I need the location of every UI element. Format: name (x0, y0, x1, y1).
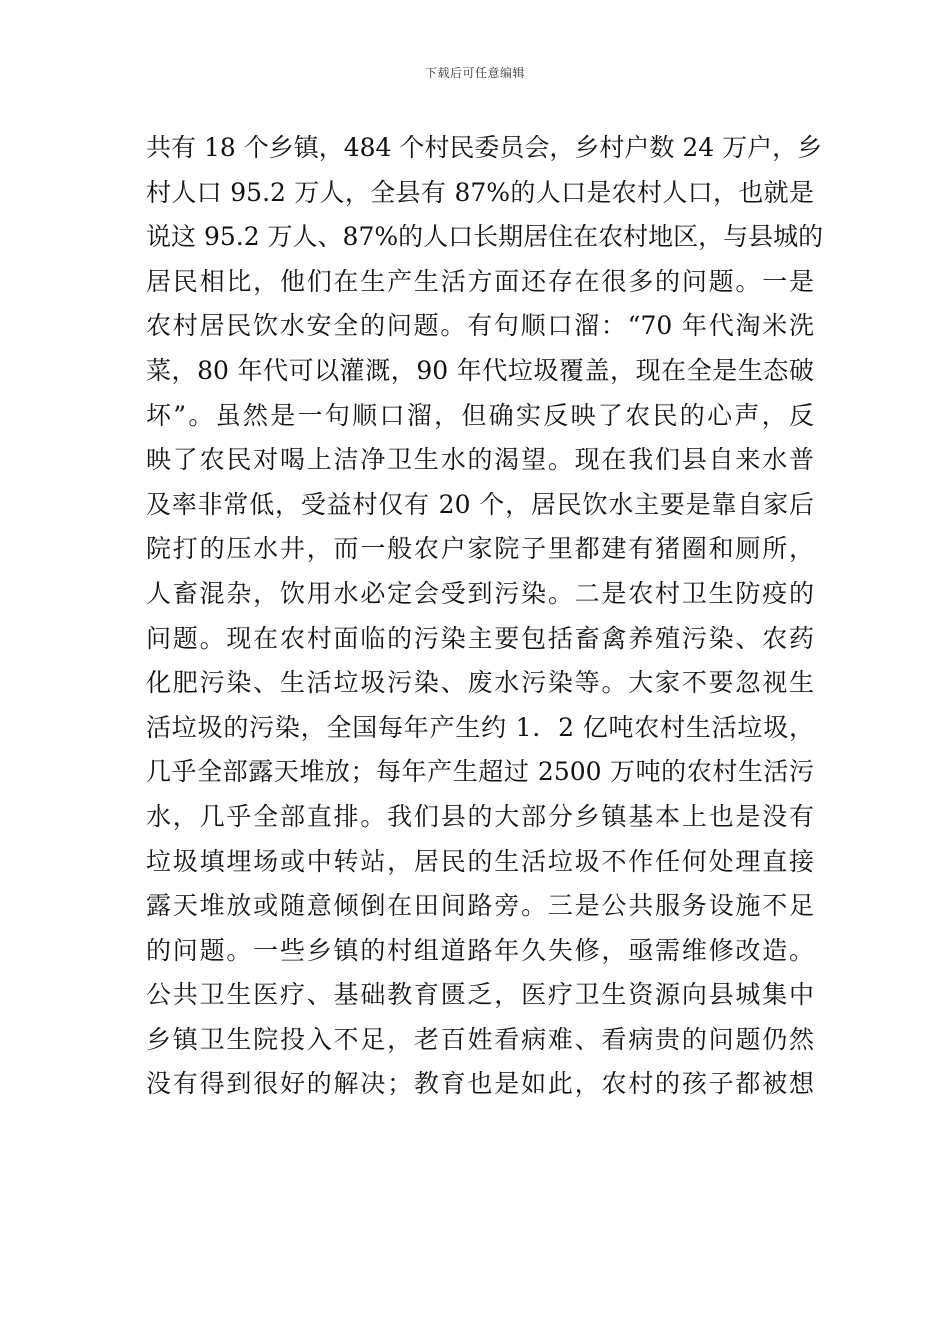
text-line: 共有 18 个乡镇，484 个村民委员会，乡村户数 24 万户，乡 (146, 133, 823, 162)
text-line: 问题。现在农村面临的污染主要包括畜禽养殖污染、农药 (146, 623, 814, 653)
text-line: 人畜混杂，饮用水必定会受到污染。二是农村卫生防疫的 (146, 578, 814, 608)
text-line: 说这 95.2 万人、87%的人口长期居住在农村地区，与县城的 (146, 222, 824, 252)
document-body (146, 126, 824, 1107)
text-line: 化肥污染、生活垃圾污染、废水污染等。大家不要忽视生 (146, 668, 814, 698)
text-line: 露天堆放或随意倾倒在田间路旁。三是公共服务设施不足 (146, 891, 814, 921)
text-line: 乡镇卫生院投入不足，老百姓看病难、看病贵的问题仍然 (146, 1024, 814, 1054)
text-line: 居民相比，他们在生产生活方面还存在很多的问题。一是 (146, 266, 814, 296)
text-line: 垃圾填埋场或中转站，居民的生活垃圾不作任何处理直接 (146, 846, 814, 876)
page-header-note: 下载后可任意编辑 (424, 66, 525, 80)
text-line: 公共卫生医疗、基础教育匮乏，医疗卫生资源向县城集中 (146, 980, 814, 1010)
text-line: 农村居民饮水安全的问题。有句顺口溜：“70 年代淘米洗 (146, 311, 814, 341)
text-line: 没有得到很好的解决；教育也是如此，农村的孩子都被想 (146, 1069, 814, 1099)
text-line: 菜，80 年代可以灌溉，90 年代垃圾覆盖，现在全是生态破 (146, 355, 814, 385)
text-line: 院打的压水井，而一般农户家院子里都建有猪圈和厕所， (146, 534, 814, 564)
text-line: 村人口 95.2 万人，全县有 87%的人口是农村人口，也就是 (146, 177, 814, 207)
text-line: 及率非常低，受益村仅有 20 个，居民饮水主要是靠自家后 (146, 489, 814, 519)
text-line: 映了农民对喝上洁净卫生水的渴望。现在我们县自来水普 (146, 445, 814, 475)
text-line: 几乎全部露天堆放；每年产生超过 2500 万吨的农村生活污 (146, 757, 814, 787)
text-line: 坏”。虽然是一句顺口溜，但确实反映了农民的心声，反 (146, 400, 814, 430)
text-line: 的问题。一些乡镇的村组道路年久失修，亟需维修改造。 (146, 935, 814, 965)
text-line: 活垃圾的污染，全国每年产生约 1．2 亿吨农村生活垃圾， (146, 712, 814, 742)
text-line: 水，几乎全部直排。我们县的大部分乡镇基本上也是没有 (146, 801, 814, 831)
